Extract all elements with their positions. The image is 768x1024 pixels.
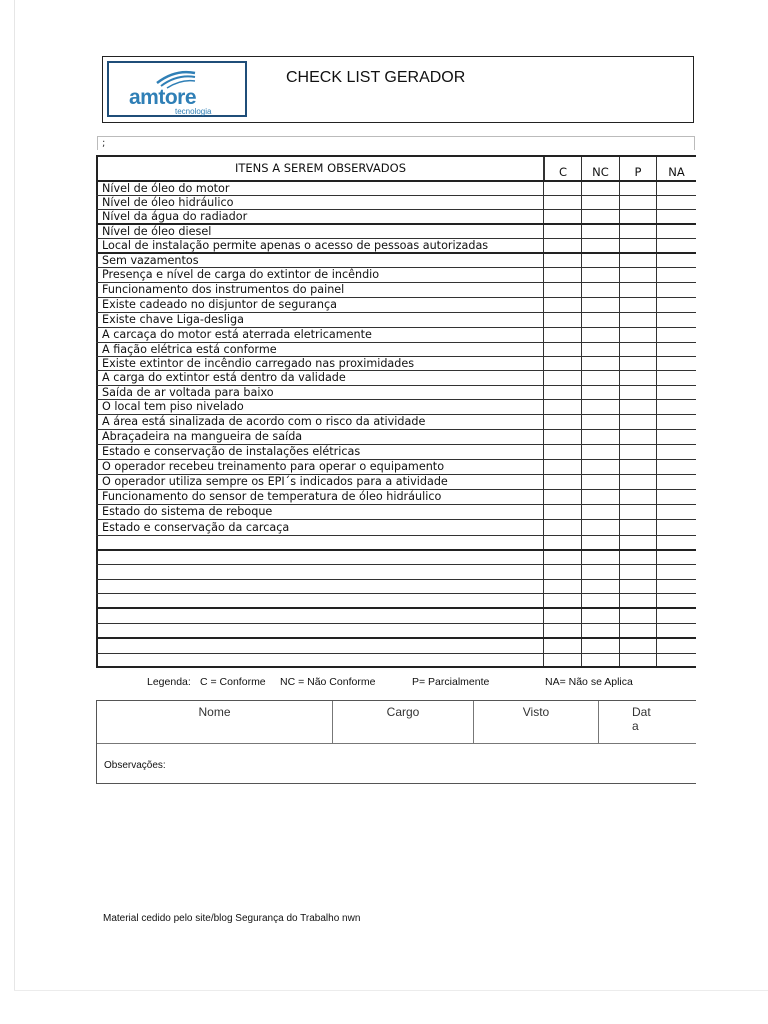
check-na[interactable] bbox=[657, 400, 696, 414]
table-row-blank bbox=[96, 536, 696, 551]
table-row-blank bbox=[96, 580, 696, 594]
check-nc[interactable] bbox=[582, 445, 620, 459]
check-nc[interactable] bbox=[582, 210, 620, 223]
check-na[interactable] bbox=[657, 415, 696, 429]
check-na[interactable] bbox=[657, 313, 696, 327]
check-c[interactable] bbox=[544, 400, 582, 414]
table-row bbox=[96, 386, 696, 400]
legend-prefix: Legenda: bbox=[147, 676, 191, 688]
check-c[interactable] bbox=[544, 298, 582, 312]
sign-data-label-2: a bbox=[632, 719, 639, 733]
pre-table-mark: ; bbox=[102, 138, 106, 149]
check-c[interactable] bbox=[544, 445, 582, 459]
check-p[interactable] bbox=[620, 460, 657, 474]
table-row bbox=[96, 415, 696, 430]
check-nc[interactable] bbox=[582, 475, 620, 489]
check-c[interactable] bbox=[544, 225, 582, 238]
check-c[interactable] bbox=[544, 594, 582, 607]
check-p[interactable] bbox=[620, 254, 657, 267]
item-label bbox=[96, 609, 544, 623]
check-c[interactable] bbox=[544, 313, 582, 327]
check-nc[interactable] bbox=[582, 298, 620, 312]
check-na[interactable] bbox=[657, 609, 696, 623]
logo-subtext: tecnologia bbox=[175, 107, 212, 116]
check-nc[interactable] bbox=[582, 386, 620, 399]
check-na[interactable] bbox=[657, 182, 696, 195]
check-na[interactable] bbox=[657, 283, 696, 297]
check-na[interactable] bbox=[657, 624, 696, 637]
item-label: A carcaça do motor está aterrada eletricamente bbox=[96, 328, 544, 342]
check-p[interactable] bbox=[620, 490, 657, 504]
check-na[interactable] bbox=[657, 654, 696, 666]
table-row bbox=[96, 475, 696, 490]
check-p[interactable] bbox=[620, 594, 657, 607]
page-left-edge bbox=[14, 0, 15, 990]
check-c[interactable] bbox=[544, 415, 582, 429]
check-c[interactable] bbox=[544, 343, 582, 356]
check-nc[interactable] bbox=[582, 505, 620, 519]
table-row bbox=[96, 400, 696, 415]
divider bbox=[97, 136, 98, 150]
header-nc: NC bbox=[582, 157, 620, 180]
item-label: Saída de ar voltada para baixo bbox=[96, 386, 544, 399]
check-nc[interactable] bbox=[582, 313, 620, 327]
signature-row bbox=[97, 701, 696, 744]
table-row bbox=[96, 239, 696, 254]
check-nc[interactable] bbox=[582, 580, 620, 593]
check-p[interactable] bbox=[620, 371, 657, 385]
item-label: Existe extintor de incêndio carregado nas proximidades bbox=[96, 357, 544, 370]
check-p[interactable] bbox=[620, 475, 657, 489]
check-p[interactable] bbox=[620, 328, 657, 342]
check-c[interactable] bbox=[544, 551, 582, 564]
item-label: Funcionamento do sensor de temperatura de óleo hidráulico bbox=[96, 490, 544, 504]
item-label: Existe chave Liga-desliga bbox=[96, 313, 544, 327]
check-c[interactable] bbox=[544, 239, 582, 252]
check-nc[interactable] bbox=[582, 196, 620, 209]
check-nc[interactable] bbox=[582, 594, 620, 607]
item-label bbox=[96, 639, 544, 653]
item-label: Nível de óleo do motor bbox=[96, 182, 544, 195]
check-c[interactable] bbox=[544, 268, 582, 282]
check-p[interactable] bbox=[620, 654, 657, 666]
check-na[interactable] bbox=[657, 475, 696, 489]
check-nc[interactable] bbox=[582, 520, 620, 535]
check-nc[interactable] bbox=[582, 357, 620, 370]
check-na[interactable] bbox=[657, 357, 696, 370]
table-row bbox=[96, 520, 696, 536]
check-p[interactable] bbox=[620, 239, 657, 252]
page-title: CHECK LIST GERADOR bbox=[286, 69, 466, 86]
check-nc[interactable] bbox=[582, 551, 620, 564]
item-label: Estado e conservação de instalações elétricas bbox=[96, 445, 544, 459]
check-nc[interactable] bbox=[582, 430, 620, 444]
check-na[interactable] bbox=[657, 580, 696, 593]
table-row bbox=[96, 460, 696, 475]
checklist-table bbox=[96, 155, 696, 668]
check-p[interactable] bbox=[620, 580, 657, 593]
check-c[interactable] bbox=[544, 386, 582, 399]
check-c[interactable] bbox=[544, 460, 582, 474]
item-label: Local de instalação permite apenas o acesso de pessoas autorizadas bbox=[96, 239, 544, 252]
check-nc[interactable] bbox=[582, 609, 620, 623]
check-na[interactable] bbox=[657, 371, 696, 385]
table-row-blank bbox=[96, 609, 696, 624]
item-label bbox=[96, 580, 544, 593]
table-row bbox=[96, 357, 696, 371]
sign-cargo-cell[interactable] bbox=[333, 701, 474, 743]
check-p[interactable] bbox=[620, 210, 657, 223]
check-c[interactable] bbox=[544, 196, 582, 209]
item-label: O operador recebeu treinamento para operar o equipamento bbox=[96, 460, 544, 474]
check-na[interactable] bbox=[657, 430, 696, 444]
check-na[interactable] bbox=[657, 505, 696, 519]
table-row bbox=[96, 371, 696, 386]
item-label bbox=[96, 654, 544, 666]
item-label: A área está sinalizada de acordo com o risco da atividade bbox=[96, 415, 544, 429]
check-c[interactable] bbox=[544, 182, 582, 195]
check-c[interactable] bbox=[544, 283, 582, 297]
signature-box bbox=[96, 700, 696, 784]
check-c[interactable] bbox=[544, 371, 582, 385]
table-row bbox=[96, 343, 696, 357]
item-label: O operador utiliza sempre os EPI´s indicados para a atividade bbox=[96, 475, 544, 489]
check-p[interactable] bbox=[620, 386, 657, 399]
check-nc[interactable] bbox=[582, 639, 620, 653]
check-na[interactable] bbox=[657, 536, 696, 549]
check-na[interactable] bbox=[657, 298, 696, 312]
table-row-blank bbox=[96, 565, 696, 580]
table-row bbox=[96, 490, 696, 505]
table-row bbox=[96, 225, 696, 239]
page-bottom-edge bbox=[14, 990, 768, 991]
check-p[interactable] bbox=[620, 624, 657, 637]
header-na: NA bbox=[668, 165, 685, 179]
check-c[interactable] bbox=[544, 490, 582, 504]
check-nc[interactable] bbox=[582, 400, 620, 414]
item-label: Estado do sistema de reboque bbox=[96, 505, 544, 519]
check-na[interactable] bbox=[657, 225, 696, 238]
check-nc[interactable] bbox=[582, 254, 620, 267]
table-row bbox=[96, 283, 696, 298]
check-na[interactable] bbox=[657, 594, 696, 607]
item-label: Nível de óleo diesel bbox=[96, 225, 544, 238]
table-row bbox=[96, 298, 696, 313]
sign-visto-cell[interactable] bbox=[474, 701, 599, 743]
check-nc[interactable] bbox=[582, 182, 620, 195]
table-row bbox=[96, 196, 696, 210]
check-na[interactable] bbox=[657, 386, 696, 399]
check-p[interactable] bbox=[620, 357, 657, 370]
check-nc[interactable] bbox=[582, 328, 620, 342]
check-c[interactable] bbox=[544, 624, 582, 637]
check-nc[interactable] bbox=[582, 225, 620, 238]
sign-nome-cell[interactable] bbox=[97, 701, 333, 743]
check-c[interactable] bbox=[544, 475, 582, 489]
check-p[interactable] bbox=[620, 225, 657, 238]
check-p[interactable] bbox=[620, 313, 657, 327]
item-label: Sem vazamentos bbox=[96, 254, 544, 267]
item-label: Estado e conservação da carcaça bbox=[96, 520, 544, 535]
item-label: A fiação elétrica está conforme bbox=[96, 343, 544, 356]
table-row bbox=[96, 505, 696, 520]
check-na[interactable] bbox=[657, 445, 696, 459]
item-label bbox=[96, 565, 544, 579]
table-row bbox=[96, 430, 696, 445]
item-label: Abraçadeira na mangueira de saída bbox=[96, 430, 544, 444]
check-na[interactable] bbox=[657, 268, 696, 282]
table-row bbox=[96, 268, 696, 283]
divider bbox=[694, 136, 695, 150]
legend-p: P= Parcialmente bbox=[412, 676, 490, 688]
logo-text: amtore bbox=[129, 86, 197, 109]
item-label bbox=[96, 536, 544, 549]
sign-data-label-1: Dat bbox=[632, 705, 651, 719]
check-nc[interactable] bbox=[582, 624, 620, 637]
check-na[interactable] bbox=[657, 328, 696, 342]
header-p: P bbox=[620, 157, 657, 180]
item-label: O local tem piso nivelado bbox=[96, 400, 544, 414]
check-c[interactable] bbox=[544, 536, 582, 549]
check-p[interactable] bbox=[620, 430, 657, 444]
divider bbox=[97, 136, 694, 137]
check-c[interactable] bbox=[544, 430, 582, 444]
check-p[interactable] bbox=[620, 415, 657, 429]
check-p[interactable] bbox=[620, 283, 657, 297]
item-label: A carga do extintor está dentro da validade bbox=[96, 371, 544, 385]
table-header-row bbox=[96, 155, 696, 182]
legend-nc: NC = Não Conforme bbox=[280, 676, 376, 688]
check-p[interactable] bbox=[620, 565, 657, 579]
check-p[interactable] bbox=[620, 298, 657, 312]
check-na[interactable] bbox=[657, 343, 696, 356]
legend-c: C = Conforme bbox=[200, 676, 266, 688]
table-row-blank bbox=[96, 624, 696, 639]
check-p[interactable] bbox=[620, 196, 657, 209]
check-nc[interactable] bbox=[582, 415, 620, 429]
item-label: Existe cadeado no disjuntor de segurança bbox=[96, 298, 544, 312]
check-nc[interactable] bbox=[582, 268, 620, 282]
check-p[interactable] bbox=[620, 609, 657, 623]
check-na[interactable] bbox=[657, 210, 696, 223]
check-p[interactable] bbox=[620, 639, 657, 653]
check-nc[interactable] bbox=[582, 343, 620, 356]
check-c[interactable] bbox=[544, 357, 582, 370]
check-p[interactable] bbox=[620, 445, 657, 459]
item-label: Nível da água do radiador bbox=[96, 210, 544, 223]
table-row-blank bbox=[96, 654, 696, 668]
company-logo bbox=[107, 61, 247, 117]
check-c[interactable] bbox=[544, 565, 582, 579]
check-nc[interactable] bbox=[582, 283, 620, 297]
check-p[interactable] bbox=[620, 268, 657, 282]
check-na[interactable] bbox=[657, 490, 696, 504]
table-row-blank bbox=[96, 551, 696, 565]
document-header bbox=[102, 56, 694, 123]
header-c: C bbox=[544, 157, 582, 180]
table-row bbox=[96, 445, 696, 460]
table-row bbox=[96, 254, 696, 268]
check-nc[interactable] bbox=[582, 239, 620, 252]
sign-visto-label: Visto bbox=[522, 705, 550, 719]
item-label: Presença e nível de carga do extintor de incêndio bbox=[96, 268, 544, 282]
check-p[interactable] bbox=[620, 536, 657, 549]
check-na[interactable] bbox=[657, 460, 696, 474]
check-na[interactable] bbox=[657, 239, 696, 252]
check-c[interactable] bbox=[544, 328, 582, 342]
table-row-blank bbox=[96, 594, 696, 609]
check-c[interactable] bbox=[544, 254, 582, 267]
check-na[interactable] bbox=[657, 639, 696, 653]
check-nc[interactable] bbox=[582, 460, 620, 474]
check-p[interactable] bbox=[620, 400, 657, 414]
check-nc[interactable] bbox=[582, 565, 620, 579]
check-c[interactable] bbox=[544, 654, 582, 666]
check-c[interactable] bbox=[544, 609, 582, 623]
legend-na: NA= Não se Aplica bbox=[545, 676, 633, 688]
check-na[interactable] bbox=[657, 254, 696, 267]
check-p[interactable] bbox=[620, 182, 657, 195]
item-label bbox=[96, 594, 544, 607]
check-p[interactable] bbox=[620, 551, 657, 564]
check-na[interactable] bbox=[657, 520, 696, 535]
header-items: ITENS A SEREM OBSERVADOS bbox=[96, 157, 544, 180]
check-p[interactable] bbox=[620, 505, 657, 519]
table-body bbox=[96, 182, 696, 668]
item-label: Nível de óleo hidráulico bbox=[96, 196, 544, 209]
check-na[interactable] bbox=[657, 565, 696, 579]
check-nc[interactable] bbox=[582, 490, 620, 504]
check-na[interactable] bbox=[657, 196, 696, 209]
check-c[interactable] bbox=[544, 520, 582, 535]
footer-note: Material cedido pelo site/blog Segurança do Trabalho nwn bbox=[103, 913, 361, 924]
check-c[interactable] bbox=[544, 639, 582, 653]
sign-data-cell[interactable] bbox=[599, 701, 697, 743]
check-na[interactable] bbox=[657, 551, 696, 564]
table-row bbox=[96, 328, 696, 343]
check-c[interactable] bbox=[544, 505, 582, 519]
check-nc[interactable] bbox=[582, 654, 620, 666]
item-label bbox=[96, 624, 544, 637]
check-nc[interactable] bbox=[582, 371, 620, 385]
check-nc[interactable] bbox=[582, 536, 620, 549]
item-label bbox=[96, 551, 544, 564]
check-p[interactable] bbox=[620, 520, 657, 535]
sign-nome-label: Nome bbox=[198, 705, 231, 719]
observations-label: Observações: bbox=[104, 760, 166, 771]
check-c[interactable] bbox=[544, 580, 582, 593]
table-row bbox=[96, 313, 696, 328]
check-c[interactable] bbox=[544, 210, 582, 223]
sign-cargo-label: Cargo bbox=[386, 705, 420, 719]
item-label: Funcionamento dos instrumentos do painel bbox=[96, 283, 544, 297]
table-row bbox=[96, 210, 696, 225]
table-row-blank bbox=[96, 639, 696, 654]
table-row bbox=[96, 182, 696, 196]
check-p[interactable] bbox=[620, 343, 657, 356]
